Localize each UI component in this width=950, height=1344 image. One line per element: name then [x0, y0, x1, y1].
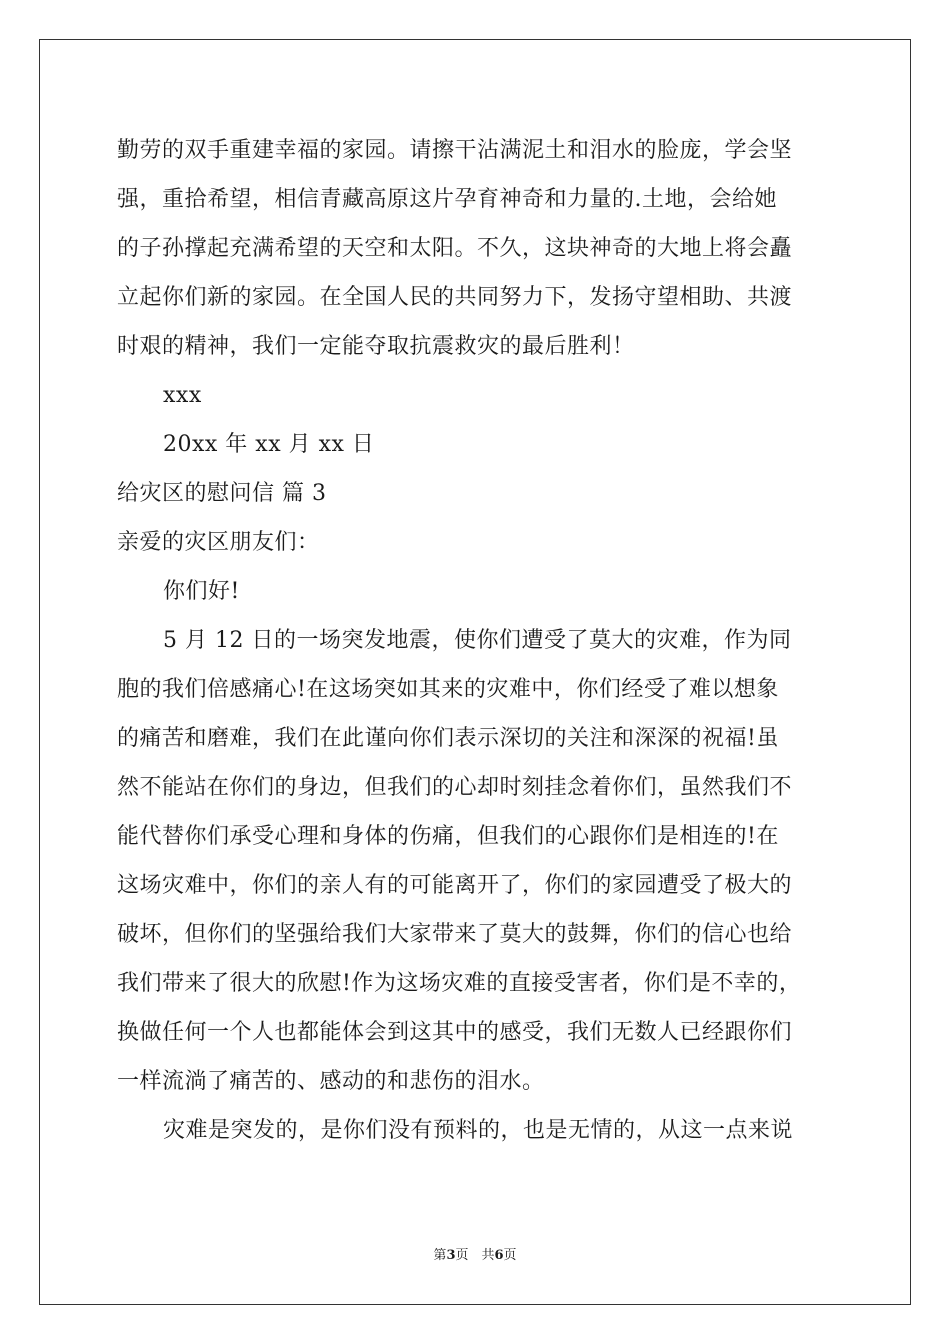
- text-line-12: 胞的我们倍感痛心!在这场突如其来的灾难中，你们经受了难以想象: [117, 677, 779, 702]
- text-line-17: 破坏，但你们的坚强给我们大家带来了莫大的鼓舞，你们的信心也给: [117, 922, 793, 947]
- page-suffix: 页: [503, 1248, 517, 1263]
- text-line-4: 立起你们新的家园。在全国人民的共同努力下，发扬守望相助、共渡: [117, 285, 793, 310]
- text-line-21: 灾难是突发的，是你们没有预料的，也是无情的，从这一点来说: [163, 1118, 794, 1143]
- text-line-20: 一样流淌了痛苦的、感动的和悲伤的泪水。: [117, 1069, 545, 1094]
- signature-date: 20xx 年 xx 月 xx 日: [163, 432, 375, 457]
- page-footer: [0, 1248, 950, 1264]
- text-line-5: 时艰的精神，我们一定能夺取抗震救灾的最后胜利！: [117, 334, 635, 359]
- text-line-16: 这场灾难中，你们的亲人有的可能离开了，你们的家园遭受了极大的: [117, 873, 793, 898]
- text-line-18: 我们带来了很大的欣慰!作为这场灾难的直接受害者，你们是不幸的，: [117, 971, 802, 996]
- page-mid: 页 共: [455, 1248, 495, 1263]
- greeting: 你们好!: [163, 579, 240, 604]
- page-total: 6: [494, 1248, 504, 1263]
- text-line-14: 然不能站在你们的身边，但我们的心却时刻挂念着你们，虽然我们不: [117, 775, 793, 800]
- text-line-13: 的痛苦和磨难，我们在此谨向你们表示深切的关注和深深的祝福!虽: [117, 726, 779, 751]
- text-line-15: 能代替你们承受心理和身体的伤痛，但我们的心跟你们是相连的!在: [117, 824, 779, 849]
- signature-name: xxx: [163, 383, 202, 408]
- section-title: 给灾区的慰问信 篇 3: [117, 481, 327, 506]
- page-current: 3: [446, 1248, 456, 1263]
- page-prefix: 第: [433, 1248, 447, 1263]
- text-line-19: 换做任何一个人也都能体会到这其中的感受，我们无数人已经跟你们: [117, 1020, 793, 1045]
- text-line-1: 勤劳的双手重建幸福的家园。请擦干沾满泥土和泪水的脸庞，学会坚: [117, 138, 793, 163]
- text-line-2: 强，重拾希望，相信青藏高原这片孕育神奇和力量的.土地，会给她: [117, 187, 777, 212]
- text-line-11: 5 月 12 日的一场突发地震，使你们遭受了莫大的灾难，作为同: [163, 628, 792, 653]
- text-line-3: 的子孙撑起充满希望的天空和太阳。不久，这块神奇的大地上将会矗: [117, 236, 793, 261]
- document-body: [117, 126, 837, 1155]
- salutation: 亲爱的灾区朋友们：: [117, 530, 320, 555]
